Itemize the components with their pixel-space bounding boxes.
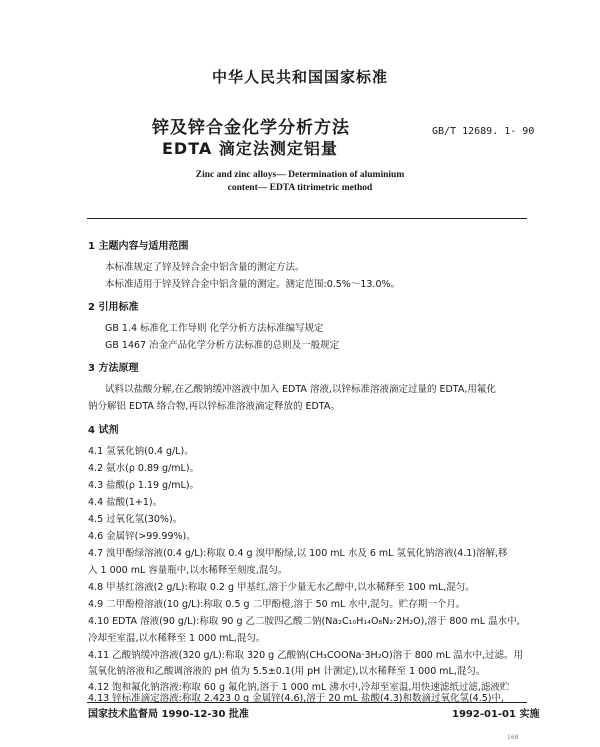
section-1-line: 本标准规定了锌及锌合金中铝含量的测定方法。	[105, 262, 305, 273]
reagent-item: 4.1 氢氧化钠(0.4 g/L)。	[88, 446, 194, 457]
section-2-line: GB 1467 冶金产品化学分析方法标准的总则及一般规定	[105, 340, 340, 351]
section-3-line: 钠分解铝 EDTA 络合物,再以锌标准溶液滴定释放的 EDTA。	[88, 401, 340, 412]
footer-divider	[87, 702, 527, 703]
section-1-heading: 1 主题内容与适用范围	[88, 241, 189, 252]
reagent-item: 4.2 氨水(ρ 0.89 g/mL)。	[88, 463, 200, 474]
english-title-line-1: Zinc and zinc alloys— Determination of aluminium	[195, 170, 405, 180]
reagent-item: 4.10 EDTA 溶液(90 g/L):称取 90 g 乙二胺四乙酸二钠(Na₂C₁₀H₁₄O₈N₂·2H₂O),溶于 800 mL 温水中,	[88, 616, 520, 627]
reagent-item-continued: 氢氧化钠溶液和乙酸调溶液的 pH 值为 5.5±0.1(用 pH 计测定),以水稀释至 1 000 mL,混匀。	[88, 666, 486, 677]
title-line-2: EDTA 滴定法测定铝量	[162, 139, 338, 158]
section-3-heading: 3 方法原理	[88, 363, 139, 374]
reagent-item-continued: 入 1 000 mL 容量瓶中,以水稀释至刻度,混匀。	[88, 565, 288, 576]
reagent-item: 4.4 盐酸(1+1)。	[88, 497, 163, 508]
reagent-item: 4.3 盐酸(ρ 1.19 g/mL)。	[88, 480, 200, 491]
reagent-item: 4.8 甲基红溶液(2 g/L):称取 0.2 g 甲基红,溶于少量无水乙醇中,以水稀释至 100 mL,混匀。	[88, 582, 475, 593]
reagent-item: 4.6 金属锌(>99.99%)。	[88, 531, 196, 542]
top-divider	[87, 218, 527, 219]
section-1-line: 本标准适用于锌及锌合金中铝含量的测定。测定范围:0.5%～13.0%。	[105, 279, 401, 290]
reagent-item: 4.7 溴甲酚绿溶液(0.4 g/L):称取 0.4 g 溴甲酚绿,以 100 mL 水及 6 mL 氢氧化钠溶液(4.1)溶解,移	[88, 548, 508, 559]
reagent-item: 4.9 二甲酚橙溶液(10 g/L):称取 0.5 g 二甲酚橙,溶于 50 mL 水中,混匀。贮存期一个月。	[88, 599, 466, 610]
reagent-item-continued: 冷却至室温,以水稀释至 1 000 mL,混匀。	[88, 633, 266, 644]
section-4-heading: 4 试剂	[88, 425, 119, 436]
reagent-item: 4.5 过氧化氢(30%)。	[88, 514, 183, 525]
approval-date: 国家技术监督局 1990-12-30 批准	[88, 709, 249, 720]
reagent-item: 4.11 乙酸钠缓冲溶液(320 g/L):称取 320 g 乙酸钠(CH₃COONa·3H₂O)溶于 800 mL 温水中,过滤。用	[88, 650, 523, 661]
section-2-heading: 2 引用标准	[88, 302, 139, 313]
reagent-item: 4.13 锌标准滴定溶液:称取 2.423 0 g 金属锌(4.6),溶于 20 mL 盐酸(4.3)和数滴过氧化氢(4.5)中,	[88, 693, 505, 704]
standard-header: 中华人民共和国国家标准	[211, 68, 388, 86]
page-number: 168	[507, 734, 519, 741]
english-title-line-2: content— EDTA titrimetric method	[227, 183, 373, 193]
reagent-item: 4.12 饱和氟化钠溶液:称取 60 g 氟化钠,溶于 1 000 mL 沸水中,冷却至室温,用快速滤纸过滤,滤液贮	[88, 682, 510, 693]
section-3-line: 试料以盐酸分解,在乙酸钠缓冲溶液中加入 EDTA 溶液,以锌标准溶液滴定过量的 EDTA,用氟化	[105, 384, 496, 395]
standard-number: GB/T 12689. 1- 90	[432, 126, 535, 137]
implementation-date: 1992-01-01 实施	[452, 709, 540, 720]
section-2-line: GB 1.4 标准化工作导则 化学分析方法标准编写规定	[105, 323, 324, 334]
title-line-1: 锌及锌合金化学分析方法	[152, 118, 350, 138]
